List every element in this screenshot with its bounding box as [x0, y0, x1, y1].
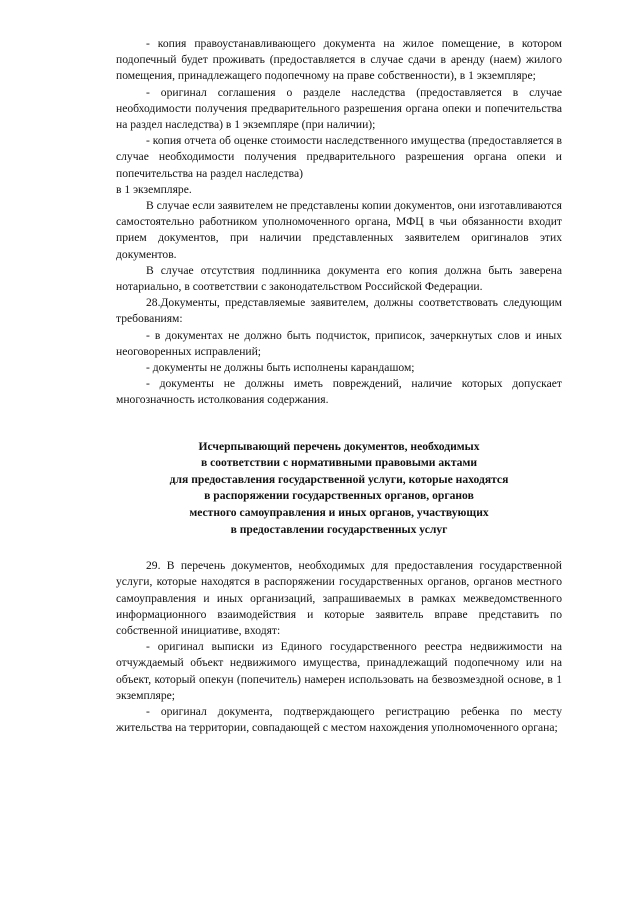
paragraph-no-pencil: - документы не должны быть исполнены карандашом;: [146, 361, 415, 375]
paragraph-28-requirements: 28.Документы, представляемые заявителем, должны соответствовать следующим требованиям:: [116, 296, 562, 326]
heading-line: местного самоуправления и иных органов, участвующих: [189, 506, 489, 520]
heading-line: для предоставления государственной услуги, которые находятся: [169, 472, 509, 486]
heading-line: Исчерпывающий перечень документов, необходимых: [198, 439, 480, 453]
heading-line: в соответствии с нормативными правовыми актами: [200, 456, 478, 470]
paragraph-valuation-report: - копия отчета об оценке стоимости наследственного имущества (предоставляется в случае необходимости получения предварительного разрешения органа опеки и попечительства на раздел наследства): [116, 134, 562, 180]
heading-line: в предоставлении государственных услуг: [230, 522, 448, 536]
paragraph-notarized-copy: В случае отсутствия подлинника документа его копия должна быть заверена нотариально, в соответствии с законодательством Российской Федерации.: [116, 263, 562, 294]
paragraph-29-document-list: 29. В перечень документов, необходимых для предоставления государственной услуги, которые находятся в распоряжении государственных органов, органов местного самоуправления и иных организаций, запрашиваемых в рамках межведомственного информационного взаимодействия и которые заявитель вправе представить по собственной инициативе, входят:: [116, 559, 562, 638]
heading-line: в распоряжении государственных органов, органов: [204, 489, 474, 503]
paragraph-no-damage: - документы не должны иметь повреждений, наличие которых допускает многозначность истолкования содержания.: [116, 377, 562, 407]
document-body: [116, 36, 562, 736]
paragraph-no-erasures: - в документах не должно быть подчисток, приписок, зачеркнутых слов и иных неоговоренных исправлений;: [116, 328, 562, 358]
paragraph-inheritance-agreement: - оригинал соглашения о разделе наследства (предоставляется в случае необходимости получения предварительного разрешения органа опеки и попечительства на раздел наследства) в 1 экземпляре (при наличии);: [116, 85, 562, 132]
paragraph-copies-made-by-staff: В случае если заявителем не представлены копии документов, они изготавливаются самостоятельно работником уполномоченного органа, МФЦ в чьи обязанности входит прием документов, при наличии представленных заявителем оригиналов этих документов.: [116, 199, 562, 261]
paragraph-registration-document: - оригинал документа, подтверждающего регистрацию ребенка по месту жительства на территории, совпадающей с местом нахождения уполномоченного органа;: [116, 705, 562, 735]
paragraph-valuation-report-tail: в 1 экземпляре.: [116, 182, 192, 196]
paragraph-egrn-extract: - оригинал выписки из Единого государственного реестра недвижимости на отчуждаемый объект недвижимого имущества, принадлежащий подопечному или на объект, который опекун (попечитель) намерен использовать на безвозмездной основе, в 1 экземпляре;: [116, 640, 562, 702]
paragraph-copy-title-document: - копия правоустанавливающего документа на жилое помещение, в котором подопечный будет проживать (предоставляется в случае сдачи в аренду (наем) жилого помещения, принадлежащего подопечному на праве собственности), в 1 экземпляре;: [116, 37, 562, 83]
section-heading: [116, 439, 562, 539]
